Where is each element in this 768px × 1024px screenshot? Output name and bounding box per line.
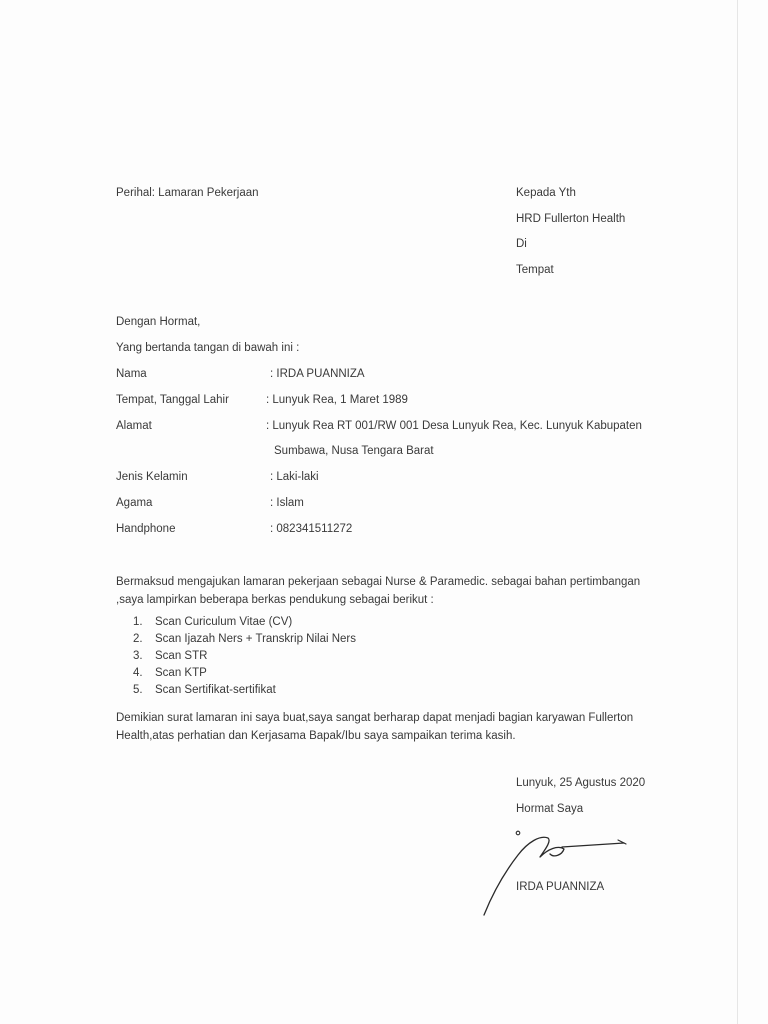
list-item-number: 2. (133, 633, 143, 645)
list-item (133, 682, 356, 699)
field-value-name: : IRDA PUANNIZA (270, 368, 365, 380)
body-paragraph: Bermaksud mengajukan lamaran pekerjaan sebagai Nurse & Paramedic. sebagai bahan pertimbangan ,saya lampirkan beberapa berkas pendukung sebagai berikut : (116, 576, 641, 606)
list-item-text: Scan Curiculum Vitae (CV) (155, 616, 293, 628)
field-label-gender: Jenis Kelamin (116, 471, 188, 483)
field-value-religion: : Islam (270, 497, 304, 509)
field-label-address: Alamat (116, 420, 152, 432)
field-value-gender: : Laki-laki (270, 471, 319, 483)
list-item (133, 648, 356, 665)
closing-paragraph: Demikian surat lamaran ini saya buat,saya sangat berharap dapat menjadi bagian karyawan Fullerton Health,atas perhatian dan Kerjasama Bapak/Ibu saya sampaikan terima kasih. (116, 712, 634, 742)
list-item-text: Scan Ijazah Ners + Transkrip Nilai Ners (155, 633, 357, 645)
attachment-list (133, 614, 356, 699)
scan-edge (737, 0, 738, 1024)
list-item (133, 631, 356, 648)
list-item-number: 1. (133, 616, 143, 628)
place-date: Lunyuk, 25 Agustus 2020 (516, 777, 646, 789)
list-item (133, 614, 356, 631)
recipient-line-3: Di (516, 238, 527, 250)
field-value-phone: : 082341511272 (270, 523, 353, 535)
field-label-birth: Tempat, Tanggal Lahir (116, 394, 229, 406)
field-value-birth: : Lunyuk Rea, 1 Maret 1989 (266, 394, 408, 406)
recipient-line-2: HRD Fullerton Health (516, 213, 626, 225)
greeting: Dengan Hormat, (116, 316, 201, 328)
list-item-text: Scan Sertifikat-sertifikat (155, 684, 276, 696)
field-value-address-cont: Sumbawa, Nusa Tengara Barat (274, 445, 434, 457)
recipient-line-1: Kepada Yth (516, 187, 576, 199)
recipient-line-4: Tempat (516, 264, 554, 276)
salutation: Hormat Saya (516, 803, 584, 815)
field-label-name: Nama (116, 368, 147, 380)
list-item (133, 665, 356, 682)
intro-line: Yang bertanda tangan di bawah ini : (116, 342, 300, 354)
list-item-number: 3. (133, 650, 143, 662)
subject-line: Perihal: Lamaran Pekerjaan (116, 187, 259, 199)
list-item-text: Scan STR (155, 650, 208, 662)
list-item-number: 4. (133, 667, 143, 679)
field-label-phone: Handphone (116, 523, 176, 535)
list-item-text: Scan KTP (155, 667, 207, 679)
field-value-address: : Lunyuk Rea RT 001/RW 001 Desa Lunyuk Rea, Kec. Lunyuk Kabupaten (266, 420, 642, 432)
list-item-number: 5. (133, 684, 143, 696)
signer-name: IRDA PUANNIZA (516, 881, 605, 893)
handwritten-signature (478, 825, 638, 920)
field-label-religion: Agama (116, 497, 153, 509)
